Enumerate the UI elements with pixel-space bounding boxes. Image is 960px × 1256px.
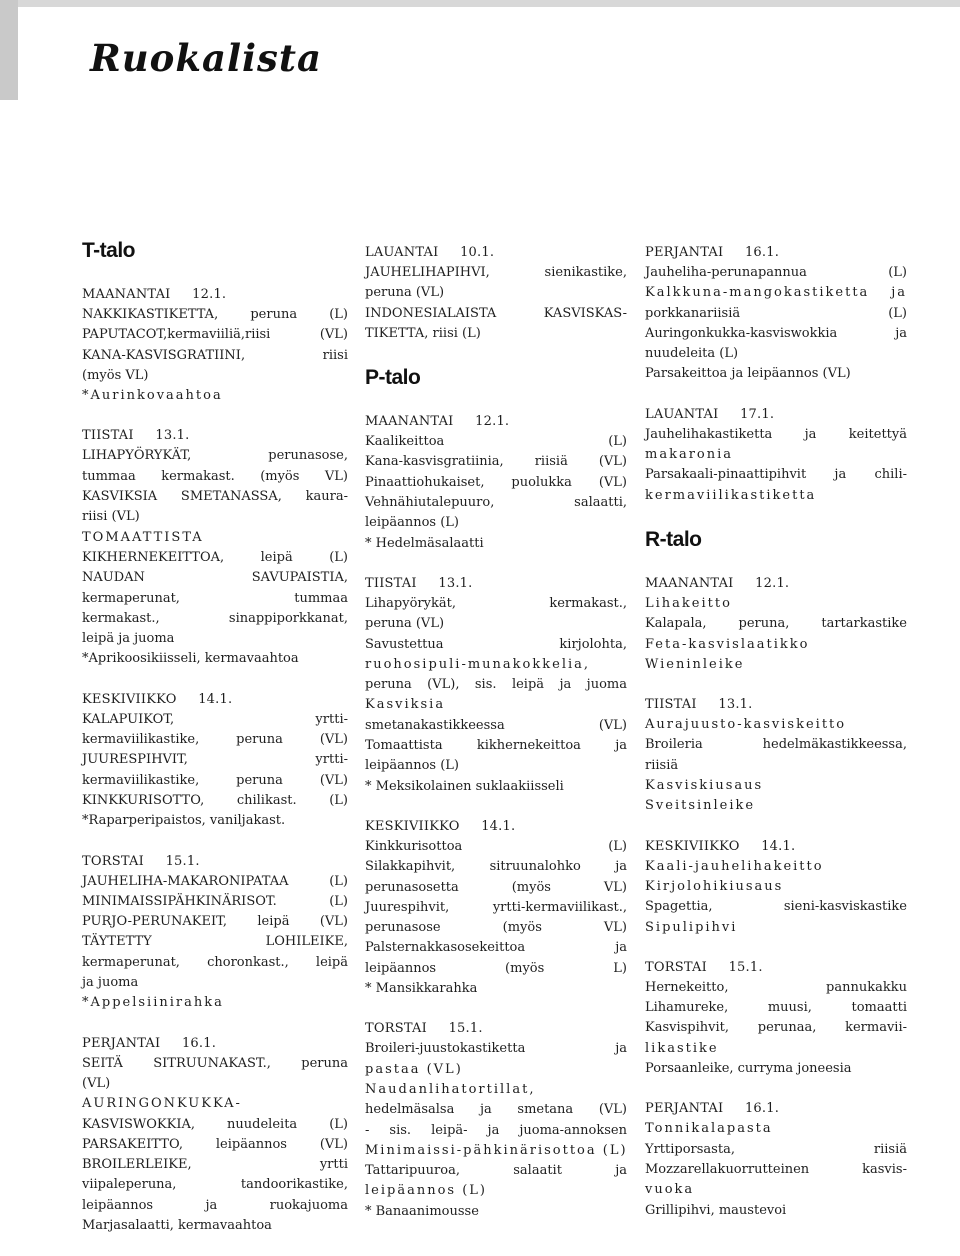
menu-line: AURINGONKUKKA- — [82, 1096, 242, 1112]
menu-line: Jauhelihakastiketta ja keitettyä — [645, 426, 907, 442]
menu-line: Broileri-juustokastiketta ja — [365, 1041, 627, 1057]
menu-line: Naudanlihatortillat, — [365, 1081, 536, 1097]
menu-line: porkkanariisiä (L) — [645, 305, 907, 321]
menu-line: Vehnähiutalepuuro, salaatti, — [365, 495, 627, 511]
menu-line: kermaperunat, tummaa — [82, 590, 348, 606]
menu-line: nuudeleita (L) — [645, 346, 739, 362]
menu-line: peruna (VL) — [365, 616, 445, 632]
menu-line: Grillipihvi, maustevoi — [645, 1202, 787, 1218]
menu-line: Kalapala, peruna, tartarkastike — [645, 616, 907, 632]
menu-line: riisiä — [645, 757, 679, 773]
day-header: LAUANTAI 17.1. — [645, 406, 775, 422]
menu-line: PARSAKEITTO, leipäannos (VL) — [82, 1136, 348, 1152]
day-header: TORSTAI 15.1. — [82, 853, 200, 869]
day-header: TIISTAI 13.1. — [82, 428, 190, 444]
menu-line: Kirjolohikiusaus — [645, 878, 784, 894]
section-title: T-talo — [82, 239, 135, 262]
menu-line: KALAPUIKOT, yrtti- — [82, 711, 348, 727]
menu-line: KIKHERNEKEITTOA, leipä (L) — [82, 549, 348, 565]
menu-line: likastike — [645, 1040, 719, 1056]
menu-line: - sis. leipä- ja juoma-annoksen — [365, 1122, 627, 1138]
menu-line: Parsakeittoa ja leipäannos (VL) — [645, 366, 851, 382]
page-title: Ruokalista — [90, 36, 322, 80]
menu-line: KASVISWOKKIA, nuudeleita (L) — [82, 1116, 348, 1132]
day-header: TIISTAI 13.1. — [645, 697, 753, 713]
menu-line: NAKKIKASTIKETTA, peruna (L) — [82, 307, 348, 322]
menu-line: peruna (VL) — [365, 285, 445, 301]
menu-line: TIKETTA, riisi (L) — [365, 325, 481, 341]
menu-line: Tonnikalapasta — [645, 1121, 773, 1137]
menu-line: KASVIKSIA SMETANASSA, kaura- — [82, 489, 348, 505]
menu-line: leipä ja juoma — [82, 631, 175, 647]
menu-line: Spagettia, sieni-kasviskastike — [645, 899, 907, 915]
menu-line: Hernekeitto, pannukakku — [645, 979, 907, 995]
menu-line: Tattaripuuroa, salaatit ja — [365, 1163, 627, 1179]
day-header: MAANANTAI 12.1. — [82, 287, 227, 302]
menu-line: leipäannos ja ruokajuoma — [82, 1197, 348, 1213]
menu-line: Auringonkukka-kasviswokkia ja — [645, 325, 907, 341]
menu-line: Marjasalaatti, kermavaahtoa — [82, 1217, 272, 1233]
menu-line: * Banaanimousse — [365, 1203, 479, 1219]
menu-line: Broileria hedelmäkastikkeessa, — [645, 737, 907, 753]
menu-line: kermaperunat, choronkast., leipä — [82, 954, 348, 970]
menu-line: kermakast., sinappiporkkanat, — [82, 610, 348, 626]
menu-line: Lihapyörykät, kermakast., — [365, 595, 627, 611]
menu-line: leipäannos (myös L) — [365, 960, 627, 976]
menu-section — [82, 237, 348, 1236]
menu-line: Lihakeitto — [645, 595, 732, 611]
menu-line: PAPUTACOT,kermaviiliä,riisi (VL) — [82, 327, 348, 343]
menu-section — [645, 526, 907, 1221]
menu-line: Porsaanleike, curryma joneesia — [645, 1061, 852, 1077]
menu-line: Sipulipihvi — [645, 919, 738, 935]
menu-line: leipäannos (L) — [365, 515, 459, 531]
menu-line: perunasosetta (myös VL) — [365, 879, 627, 895]
menu-line: (VL) — [82, 1075, 111, 1091]
menu-line: leipäannos (L) — [365, 1183, 487, 1199]
menu-line: Minimaissi-pähkinärisottoa (L) — [365, 1142, 628, 1158]
day-menu — [645, 837, 907, 938]
menu-line: kermaviilikastike, peruna (VL) — [82, 772, 348, 788]
day-header: TORSTAI 15.1. — [645, 959, 763, 975]
menu-line: peruna (VL), sis. leipä ja juoma — [365, 677, 627, 693]
menu-column-1 — [82, 237, 348, 1256]
menu-line: Kaali-jauhelihakeitto — [645, 858, 824, 874]
menu-line: * Hedelmäsalaatti — [365, 535, 484, 551]
menu-line: Lihamureke, muusi, tomaatti — [645, 1000, 907, 1016]
menu-line: MINIMAISSIPÄHKINÄRISOT. (L) — [82, 893, 348, 909]
day-menu — [645, 1099, 907, 1220]
menu-line: Sveitsinleike — [645, 798, 756, 814]
menu-line: Wieninleike — [645, 656, 745, 672]
day-menu — [82, 426, 348, 669]
menu-line: KINKKURISOTTO, chilikast. (L) — [82, 792, 348, 808]
day-header: KESKIVIIKKO 14.1. — [365, 818, 516, 834]
menu-line: Kaalikeittoa (L) — [365, 434, 627, 450]
section-title: P-talo — [365, 366, 421, 390]
menu-column-2 — [365, 243, 627, 1242]
menu-section — [365, 364, 627, 1222]
menu-line: kermaviilikastike, peruna (VL) — [82, 732, 348, 748]
menu-line: JAUHELIHA-MAKARONIPATAA (L) — [82, 873, 348, 889]
day-header: TIISTAI 13.1. — [365, 575, 473, 591]
day-header: TORSTAI 15.1. — [365, 1021, 483, 1037]
day-menu — [645, 958, 907, 1079]
decorative-side-bar — [0, 0, 18, 100]
day-menu — [365, 243, 627, 344]
menu-line: Juurespihvit, yrtti-kermaviilikast., — [365, 899, 627, 915]
day-header: LAUANTAI 10.1. — [365, 245, 495, 260]
day-header: KESKIVIIKKO 14.1. — [645, 838, 796, 854]
day-header: MAANANTAI 12.1. — [365, 414, 510, 430]
menu-line: * Mansikkarahka — [365, 981, 478, 997]
menu-line: vuoka — [645, 1182, 695, 1198]
menu-line: TOMAATTISTA — [82, 529, 204, 545]
menu-line: Kinkkurisottoa (L) — [365, 838, 627, 854]
menu-line: BROILERLEIKE, yrtti — [82, 1157, 348, 1173]
menu-line: pastaa (VL) — [365, 1061, 463, 1077]
menu-line: Savustettua kirjolohta, — [365, 636, 627, 652]
menu-line: Parsakaali-pinaattipihvit ja chili- — [645, 467, 907, 483]
menu-line: *Raparperipaistos, vaniljakast. — [82, 813, 286, 829]
day-menu — [645, 574, 907, 675]
day-header: PERJANTAI 16.1. — [645, 245, 780, 260]
menu-line: (myös VL) — [82, 367, 149, 383]
menu-line: TÄYTETTY LOHILEIKE, — [82, 934, 348, 950]
menu-line: NAUDAN SAVUPAISTIA, — [82, 570, 348, 586]
menu-line: Palsternakkasosekeittoa ja — [365, 940, 627, 956]
menu-line: Kasvispihvit, perunaa, kermavii- — [645, 1020, 907, 1036]
menu-section — [645, 243, 907, 506]
menu-line: KANA-KASVISGRATIINI, riisi — [82, 347, 348, 363]
day-menu — [365, 412, 627, 554]
menu-line: Kasviksia — [365, 697, 446, 713]
day-menu — [365, 1019, 627, 1222]
menu-line: ja juoma — [82, 975, 139, 991]
day-menu — [365, 574, 627, 797]
menu-line: Feta-kasvislaatikko — [645, 636, 810, 652]
day-menu — [82, 690, 348, 832]
menu-line: ruohosipuli-munakokkelia, — [365, 656, 591, 672]
menu-line: Yrttiporsasta, riisiä — [645, 1141, 907, 1157]
menu-line: LIHAPYÖRYKÄT, perunasose, — [82, 448, 348, 464]
menu-section — [365, 243, 627, 344]
menu-line: Pinaattiohukaiset, puolukka (VL) — [365, 474, 627, 490]
menu-line: *Aprikoosikiisseli, kermavaahtoa — [82, 651, 299, 667]
menu-line: *Appelsiinirahka — [82, 995, 224, 1011]
menu-line: JAUHELIHAPIHVI, sienikastike, — [365, 265, 627, 280]
day-header: PERJANTAI 16.1. — [82, 1035, 217, 1051]
menu-line: hedelmäsalsa ja smetana (VL) — [365, 1102, 627, 1118]
menu-line: Tomaattista kikhernekeittoa ja — [365, 738, 627, 754]
day-header: KESKIVIIKKO 14.1. — [82, 691, 233, 707]
menu-line: * Meksikolainen suklaakiisseli — [365, 778, 564, 794]
menu-line: INDONESIALAISTA KASVISKAS- — [365, 305, 627, 321]
menu-line: leipäannos (L) — [365, 758, 459, 774]
menu-line: Mozzarellakuorrutteinen kasvis- — [645, 1161, 907, 1177]
day-menu — [82, 1034, 348, 1237]
menu-line: Jauheliha-perunapannua (L) — [645, 265, 907, 280]
day-menu — [365, 817, 627, 999]
menu-line: viipaleperuna, tandoorikastike, — [82, 1177, 348, 1193]
decorative-header-line — [18, 0, 960, 7]
menu-line: perunasose (myös VL) — [365, 920, 627, 936]
section-title: R-talo — [645, 527, 702, 551]
menu-line: tummaa kermakast. (myös VL) — [82, 468, 348, 484]
day-menu — [82, 852, 348, 1014]
day-header: PERJANTAI 16.1. — [645, 1101, 780, 1117]
menu-line: Aurajuusto-kasviskeitto — [645, 717, 847, 733]
menu-line: riisi (VL) — [82, 509, 140, 525]
menu-line: PURJO-PERUNAKEIT, leipä (VL) — [82, 914, 348, 930]
menu-line: Kana-kasvisgratiinia, riisiä (VL) — [365, 454, 627, 470]
menu-line: Kasviskiusaus — [645, 778, 764, 794]
day-menu — [82, 285, 348, 406]
day-menu — [645, 405, 907, 506]
menu-line: Kalkkuna-mangokastiketta ja — [645, 285, 907, 301]
menu-line: Silakkapihvit, sitruunalohko ja — [365, 859, 627, 875]
menu-line: JUURESPIHVIT, yrtti- — [82, 752, 348, 768]
menu-line: *Aurinkovaahtoa — [82, 388, 223, 404]
menu-line: makaronia — [645, 447, 734, 463]
menu-column-3 — [645, 243, 907, 1241]
day-menu — [645, 243, 907, 385]
day-header: MAANANTAI 12.1. — [645, 575, 790, 591]
menu-line: kermaviilikastiketta — [645, 487, 817, 503]
menu-line: smetanakastikkeessa (VL) — [365, 717, 627, 733]
day-menu — [645, 695, 907, 816]
menu-line: SEITÄ SITRUUNAKAST., peruna — [82, 1055, 348, 1071]
